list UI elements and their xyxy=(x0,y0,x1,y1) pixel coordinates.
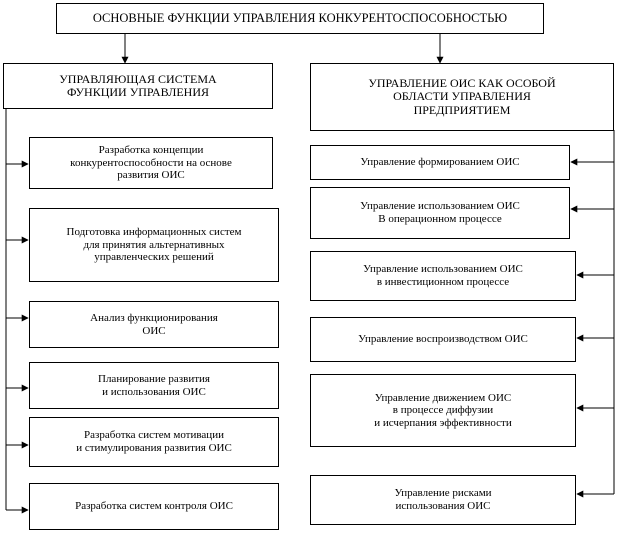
right-column-header: УПРАВЛЕНИЕ ОИС КАК ОСОБОЙ ОБЛАСТИ УПРАВЛЕНИЯ ПРЕДПРИЯТИЕМ xyxy=(310,63,614,131)
left-function-box: Разработка систем контроля ОИС xyxy=(29,483,279,530)
right-function-box: Управление рисками использования ОИС xyxy=(310,475,576,525)
right-function-box: Управление использованием ОИС в инвестиционном процессе xyxy=(310,251,576,301)
right-function-box: Управление использованием ОИС В операционном процессе xyxy=(310,187,570,239)
left-column-header: УПРАВЛЯЮЩАЯ СИСТЕМА ФУНКЦИИ УПРАВЛЕНИЯ xyxy=(3,63,273,109)
left-function-box: Подготовка информационных систем для принятия альтернативных управленческих решений xyxy=(29,208,279,282)
left-function-box: Анализ функционирования ОИС xyxy=(29,301,279,348)
right-function-box: Управление воспроизводством ОИС xyxy=(310,317,576,362)
right-function-box: Управление движением ОИС в процессе диффузии и исчерпания эффективности xyxy=(310,374,576,447)
left-function-box: Планирование развития и использования ОИС xyxy=(29,362,279,409)
diagram-title: ОСНОВНЫЕ ФУНКЦИИ УПРАВЛЕНИЯ КОНКУРЕНТОСПОСОБНОСТЬЮ xyxy=(56,3,544,34)
left-function-box: Разработка систем мотивации и стимулирования развития ОИС xyxy=(29,417,279,467)
left-function-box: Разработка концепции конкурентоспособности на основе развития ОИС xyxy=(29,137,273,189)
right-function-box: Управление формированием ОИС xyxy=(310,145,570,180)
